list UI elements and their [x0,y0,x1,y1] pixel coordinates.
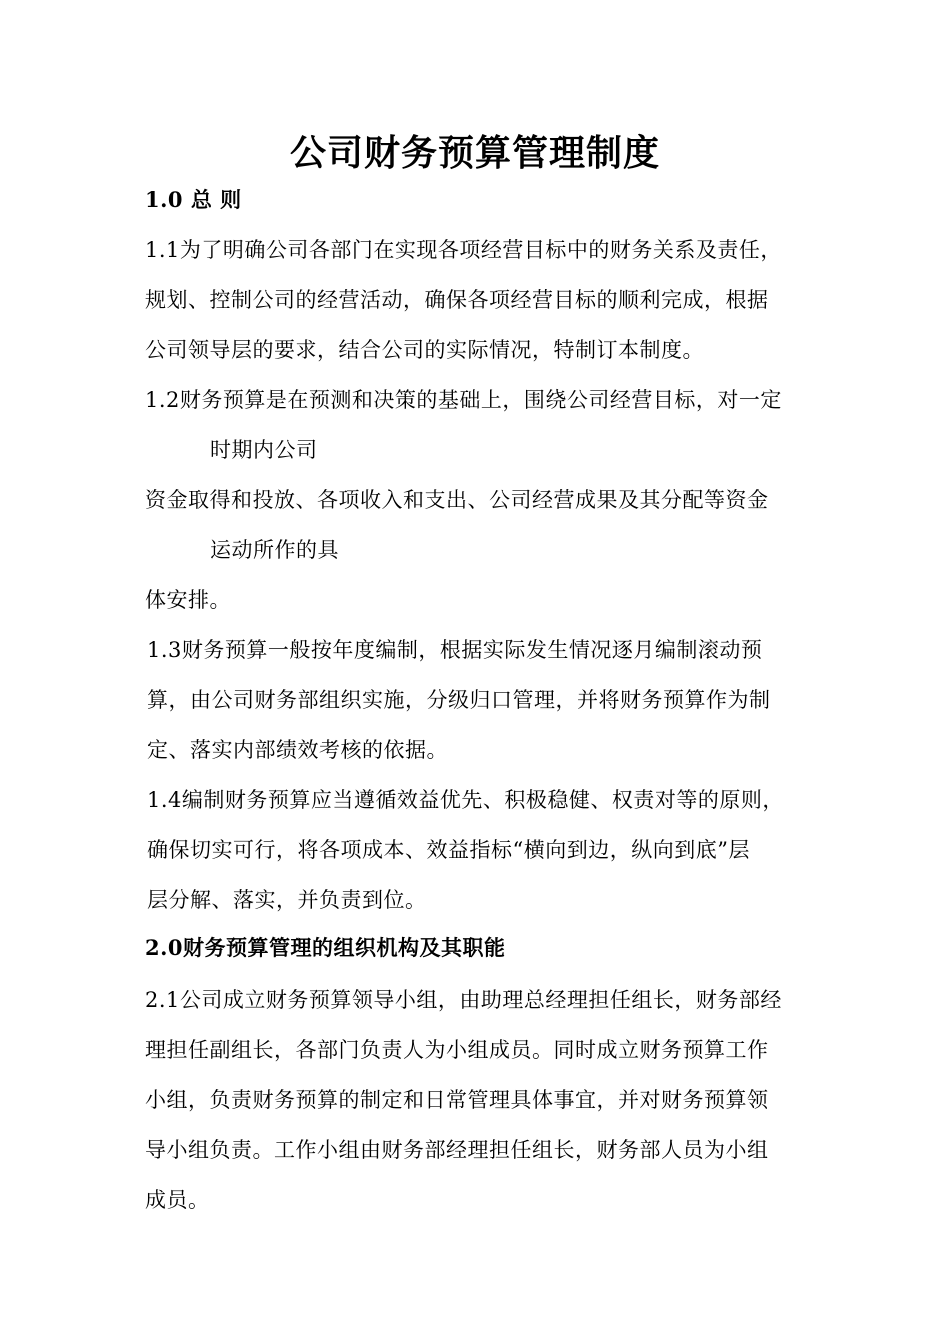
paragraph-line: 导小组负责。工作小组由财务部经理担任组长，财务部人员为小组 [145,1138,769,1162]
paragraph-line: 1.1为了明确公司各部门在实现各项经营目标中的财务关系及责任， [145,238,782,262]
paragraph-line: 确保切实可行，将各项成本、效益指标“横向到边，纵向到底”层 [147,838,750,862]
paragraph-line: 运动所作的具 [210,538,339,562]
paragraph-line: 规划、控制公司的经营活动，确保各项经营目标的顺利完成，根据 [145,288,769,312]
paragraph-line: 定、落实内部绩效考核的依据。 [147,738,448,762]
paragraph-line: 理担任副组长，各部门负责人为小组成员。同时成立财务预算工作 [145,1038,769,1062]
document-title: 公司财务预算管理制度 [289,132,660,174]
paragraph-line: 公司领导层的要求，结合公司的实际情况，特制订本制度。 [145,338,704,362]
paragraph-line: 层分解、落实，并负责到位。 [147,888,427,912]
section-heading-organization: 2.0财务预算管理的组织机构及其职能 [145,935,506,960]
paragraph-line: 1.4编制财务预算应当遵循效益优先、积极稳健、权责对等的原则， [147,788,784,812]
paragraph-line: 时期内公司 [210,438,318,462]
paragraph-line: 成员。 [145,1188,210,1212]
paragraph-line: 算，由公司财务部组织实施，分级归口管理，并将财务预算作为制 [147,688,771,712]
paragraph-line: 1.3财务预算一般按年度编制，根据实际发生情况逐月编制滚动预 [147,638,763,662]
paragraph-line: 体安排。 [145,588,231,612]
paragraph-line: 资金取得和投放、各项收入和支出、公司经营成果及其分配等资金 [145,488,769,512]
paragraph-line: 小组，负责财务预算的制定和日常管理具体事宜，并对财务预算领 [145,1088,769,1112]
paragraph-line: 1.2财务预算是在预测和决策的基础上，围绕公司经营目标，对一定 [145,388,782,412]
section-heading-general: 1.0 总 则 [145,187,242,212]
paragraph-line: 2.1公司成立财务预算领导小组，由助理总经理担任组长，财务部经 [145,988,782,1012]
